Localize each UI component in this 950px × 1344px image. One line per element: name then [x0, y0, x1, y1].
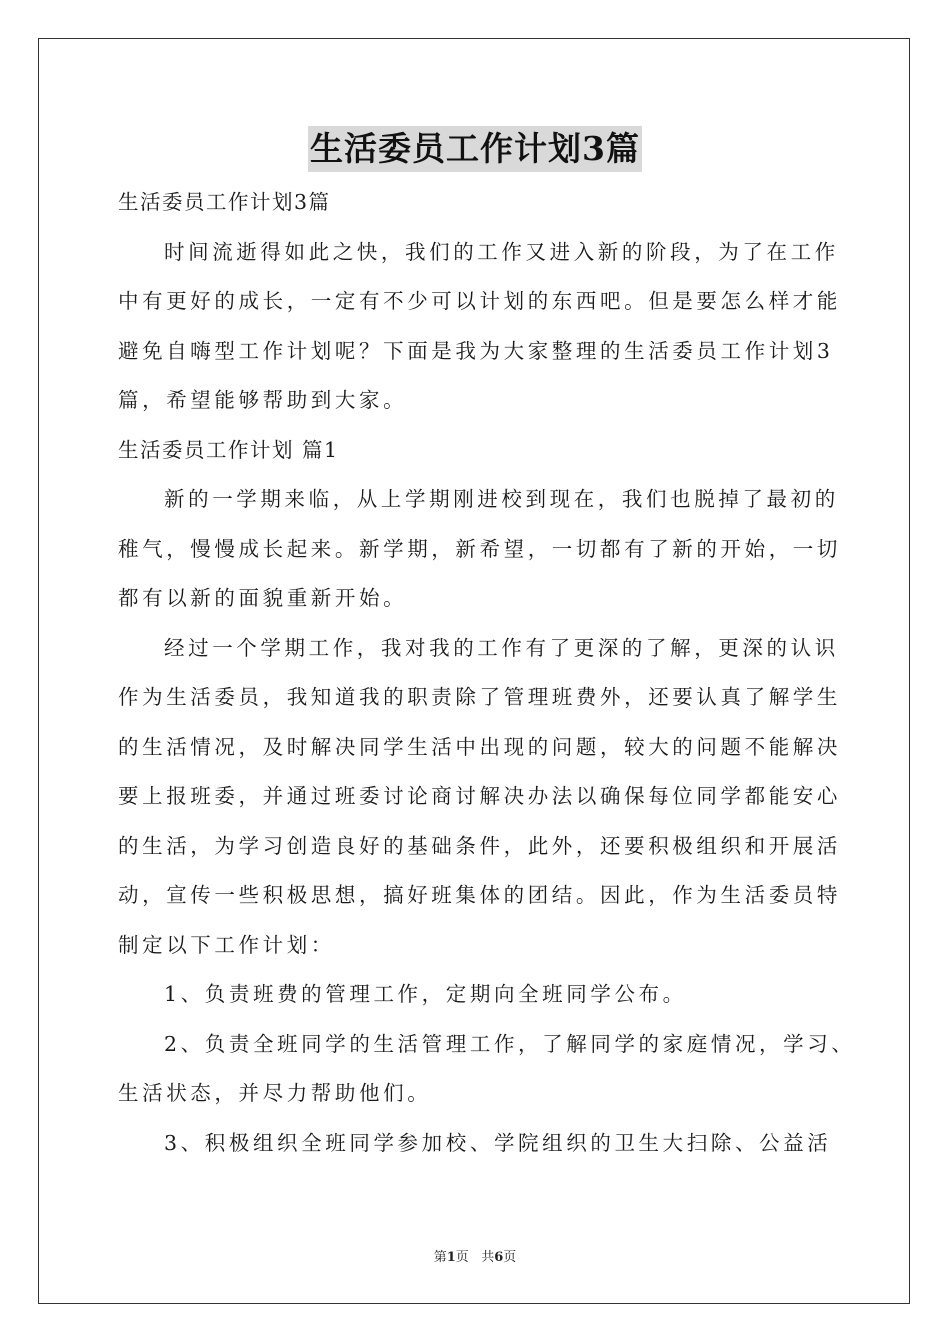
text-line: 时间流逝得如此之快，我们的工作又进入新的阶段，为了在工作 — [164, 239, 839, 264]
total-prefix: 共 — [481, 1250, 495, 1265]
text-line: 篇，希望能够帮助到大家。 — [118, 388, 408, 412]
text-line: 动，宣传一些积极思想，搞好班集体的团结。因此，作为生活委员特 — [118, 883, 841, 907]
text-line: 的生活，为学习创造良好的基础条件，此外，还要积极组织和开展活 — [118, 833, 841, 858]
text-line: 都有以新的面貌重新开始。 — [118, 586, 408, 610]
text-line: 新的一学期来临，从上学期刚进校到现在，我们也脱掉了最初的 — [164, 487, 839, 511]
text-line: 生活委员工作计划3篇 — [118, 190, 331, 214]
total-pages: 6 — [494, 1250, 504, 1265]
text-line: 作为生活委员，我知道我的职责除了管理班费外，还要认真了解学生 — [118, 685, 841, 709]
document-title: 生活委员工作计划3篇 — [308, 126, 642, 172]
text-line: 制定以下工作计划： — [118, 932, 335, 957]
text-line: 中有更好的成长，一定有不少可以计划的东西吧。但是要怎么样才能 — [118, 289, 841, 313]
text-line: 的生活情况，及时解决同学生活中出现的问题，较大的问题不能解决 — [118, 734, 841, 759]
title-container — [0, 126, 950, 172]
text-line: 避免自嗨型工作计划呢？下面是我为大家整理的生活委员工作计划3 — [118, 338, 834, 363]
document-body — [118, 178, 856, 1168]
text-line: 经过一个学期工作，我对我的工作有了更深的了解，更深的认识 — [164, 635, 839, 660]
text-line: 要上报班委，并通过班委讨论商讨解决办法以确保每位同学都能安心 — [118, 784, 841, 808]
text-line: 稚气，慢慢成长起来。新学期，新希望，一切都有了新的开始，一切 — [118, 536, 841, 561]
text-line: 生活委员工作计划 篇1 — [118, 437, 339, 462]
text-line: 1、负责班费的管理工作，定期向全班同学公布。 — [164, 982, 687, 1006]
page-number: 1 — [446, 1250, 456, 1265]
page-footer — [0, 1246, 950, 1265]
text-line: 生活状态，并尽力帮助他们。 — [118, 1081, 432, 1105]
page-prefix: 第 — [433, 1250, 447, 1265]
text-line: 3、积极组织全班同学参加校、学院组织的卫生大扫除、公益活 — [164, 1130, 832, 1155]
total-suffix: 页 — [503, 1250, 517, 1265]
text-line: 2、负责全班同学的生活管理工作，了解同学的家庭情况，学习、 — [164, 1031, 856, 1056]
page-suffix: 页 — [455, 1250, 469, 1265]
